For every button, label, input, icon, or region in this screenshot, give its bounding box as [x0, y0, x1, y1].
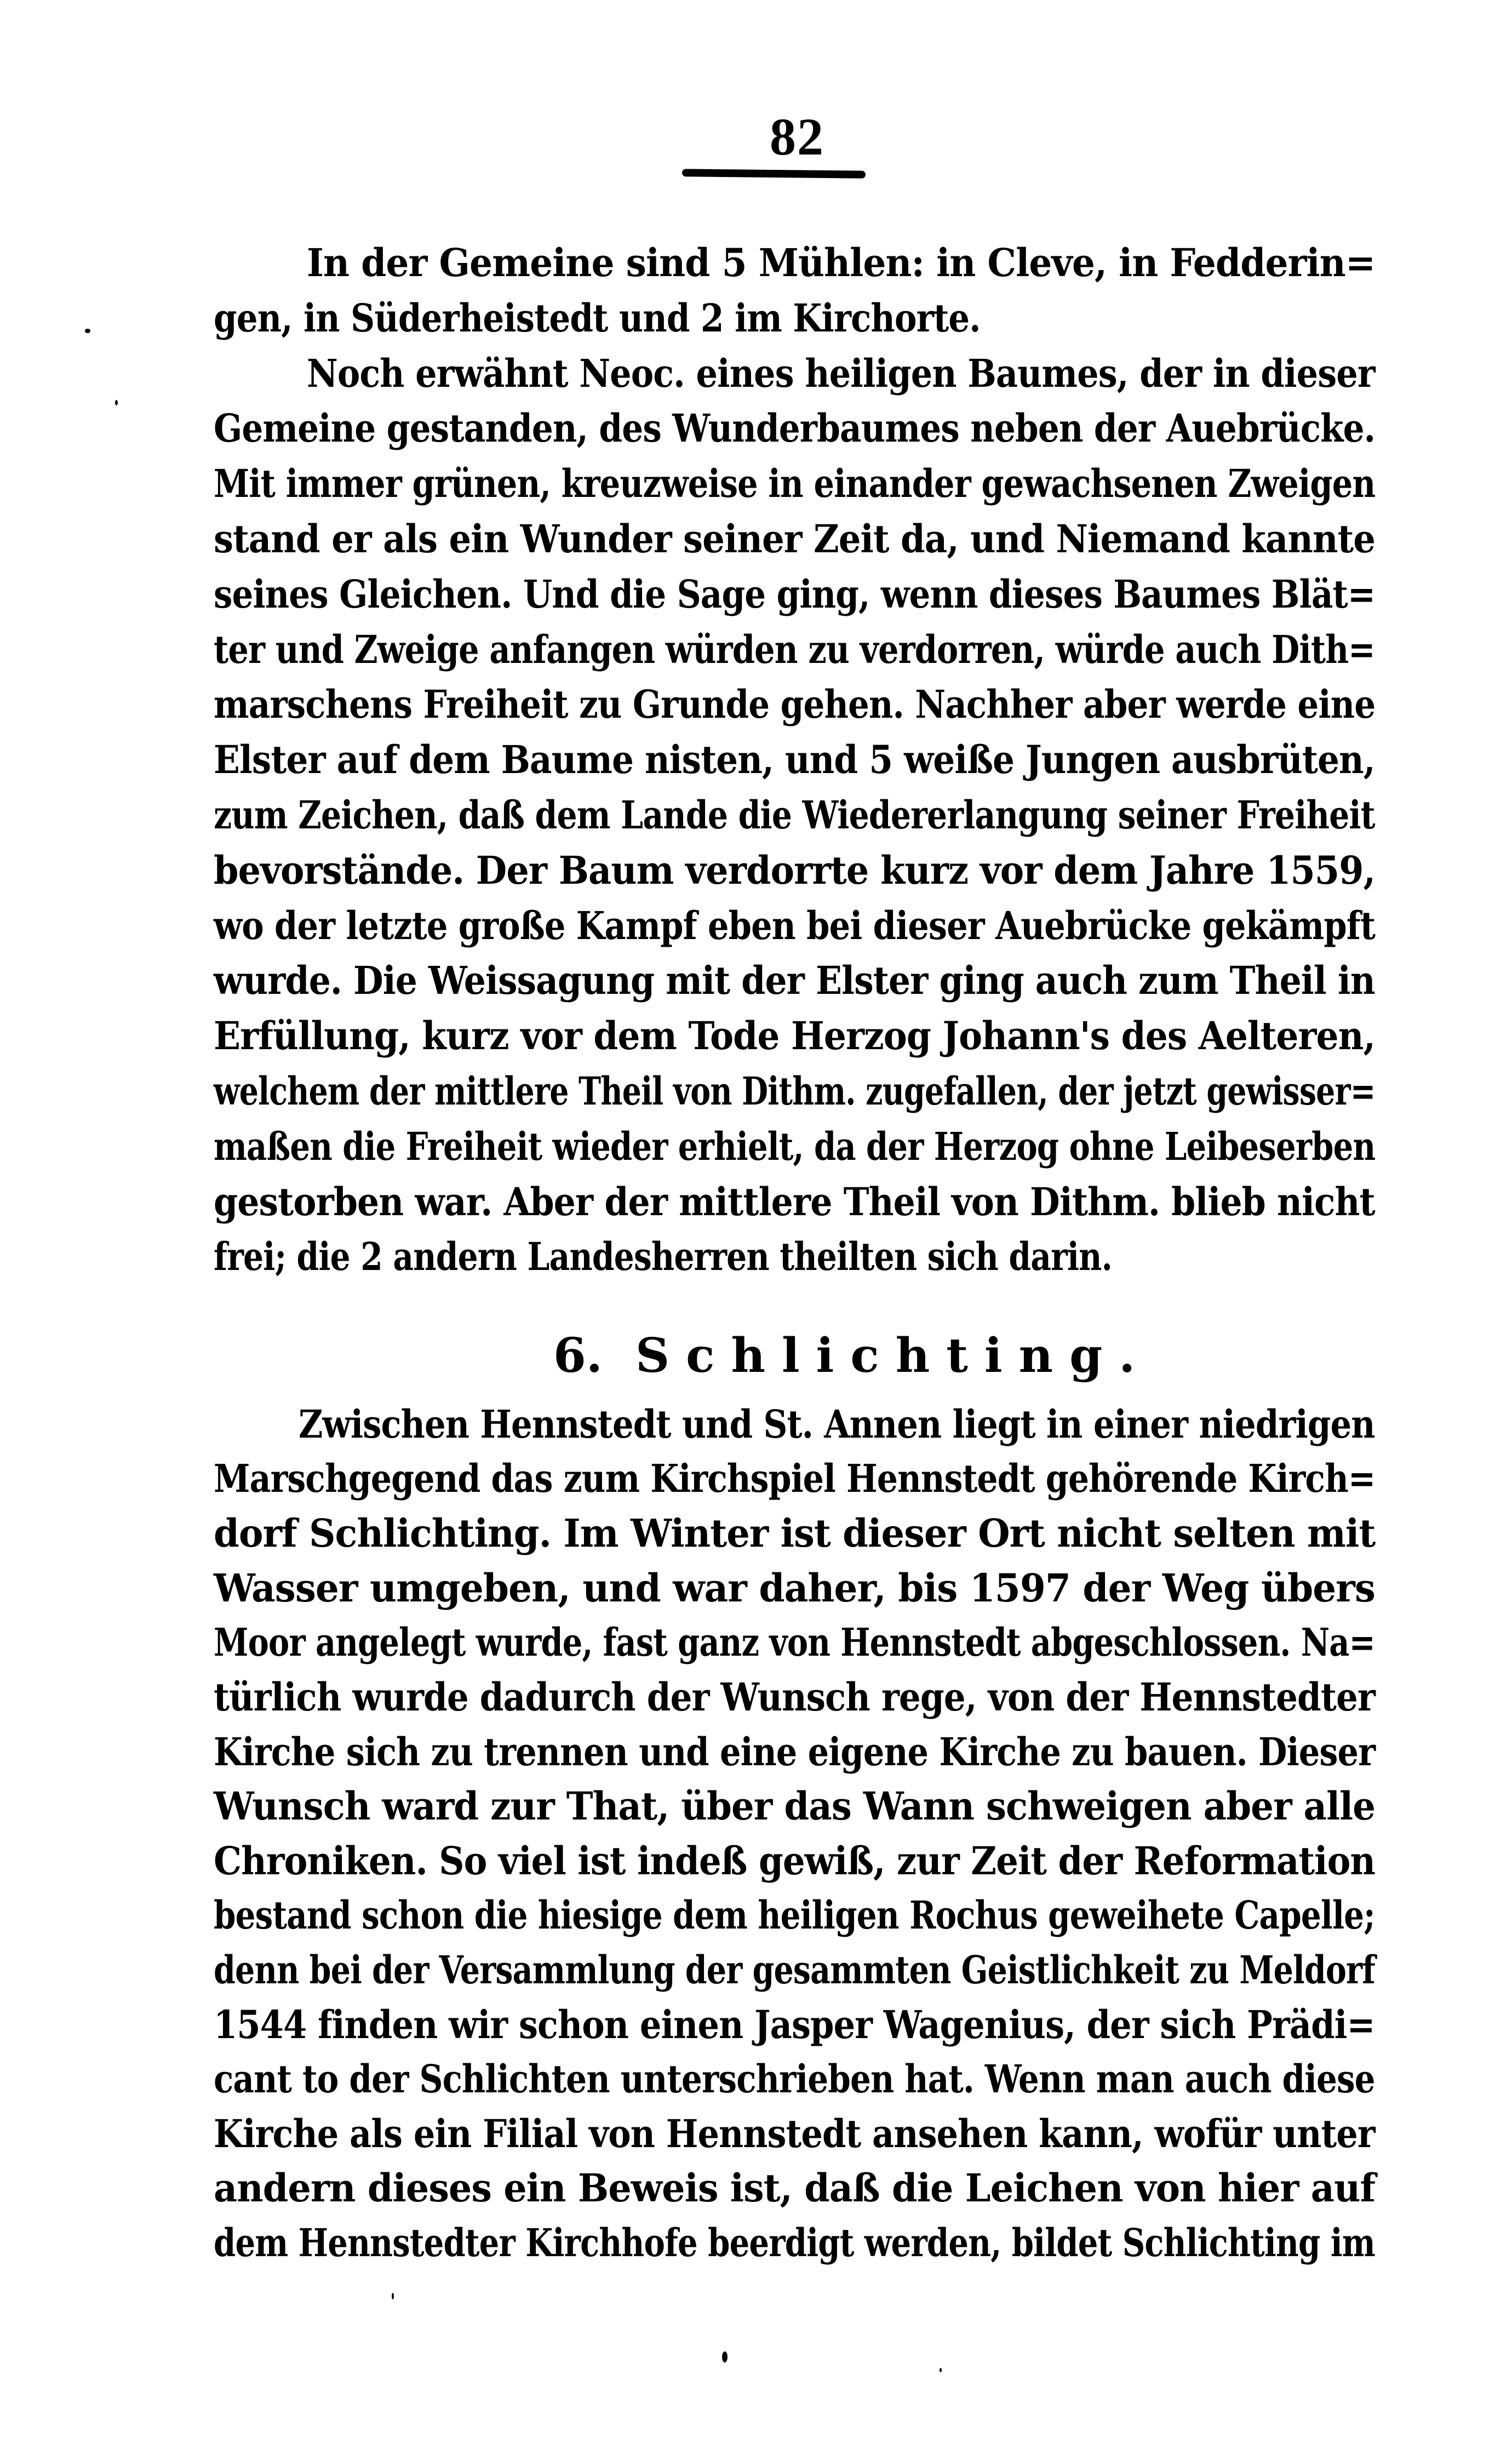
text-line: Gemeine gestanden, des Wunderbaumes neben der Auebrücke.	[214, 405, 1376, 451]
text-line: Kirche als ein Filial von Hennstedt ansehen kann, wofür unter	[214, 2111, 1375, 2156]
text-line: stand er als ein Wunder seiner Zeit da, und Niemand kannte	[214, 516, 1376, 562]
print-speck	[940, 2368, 942, 2372]
text-line: Wasser umgeben, und war daher, bis 1597 der Weg übers	[214, 1565, 1375, 1611]
text-line: Erfüllung, kurz vor dem Tode Herzog Johann's des Aelteren,	[214, 1013, 1376, 1058]
text-line: dorf Schlichting. Im Winter ist dieser Ort nicht selten mit	[214, 1510, 1376, 1556]
text-line: wo der letzte große Kampf eben bei dieser Auebrücke gekämpft	[214, 903, 1376, 948]
text-line: Marschgegend das zum Kirchspiel Hennstedt gehörende Kirch=	[214, 1456, 1376, 1501]
text-line: Elster auf dem Baume nisten, und 5 weiße Jungen ausbrüten,	[214, 737, 1375, 782]
text-line: In der Gemeine sind 5 Mühlen: in Cleve, in Fedderin=	[307, 240, 1376, 285]
text-line: Kirche sich zu trennen und eine eigene Kirche zu bauen. Dieser	[214, 1729, 1376, 1775]
text-line: welchem der mittlere Theil von Dithm. zugefallen, der jetzt gewisser=	[214, 1068, 1376, 1114]
section-heading	[553, 1326, 1152, 1386]
text-line: seines Gleichen. Und die Sage ging, wenn dieses Baumes Blät=	[214, 571, 1376, 617]
text-line: wurde. Die Weissagung mit der Elster ging auch zum Theil in	[214, 958, 1375, 1003]
text-line: andern dieses ein Beweis ist, daß die Leichen von hier auf	[214, 2165, 1376, 2211]
text-line: ter und Zweige anfangen würden zu verdorren, würde auch Dith=	[214, 627, 1375, 672]
text-line: marschens Freiheit zu Grunde gehen. Nachher aber werde eine	[214, 682, 1376, 727]
header-rule	[682, 169, 866, 179]
print-speck	[722, 2351, 728, 2362]
text-line: bevorstände. Der Baum verdorrte kurz vor dem Jahre 1559,	[214, 848, 1376, 893]
text-line: Noch erwähnt Neoc. eines heiligen Baumes, der in dieser	[307, 351, 1375, 396]
text-line: bestand schon die hiesige dem heiligen Rochus geweihete Capelle;	[214, 1892, 1375, 1938]
text-line: zum Zeichen, daß dem Lande die Wiedererlangung seiner Freiheit	[214, 792, 1375, 838]
section-title: Schlichting.	[635, 1328, 1152, 1383]
page-number: 82	[770, 107, 824, 166]
print-speck	[115, 400, 118, 405]
print-speck	[392, 2293, 394, 2299]
text-line: Moor angelegt wurde, fast ganz von Hennstedt abgeschlossen. Na=	[214, 1620, 1375, 1665]
text-line: türlich wurde dadurch der Wunsch rege, von der Hennstedter	[214, 1674, 1375, 1720]
text-line: denn bei der Versammlung der gesammten Geistlichkeit zu Meldorf	[214, 1947, 1375, 1993]
text-line: cant to der Schlichten unterschrieben hat. Wenn man auch diese	[214, 2056, 1375, 2102]
text-line: frei; die 2 andern Landesherren theilten sich darin.	[214, 1234, 1113, 1279]
section-number: 6.	[553, 1328, 603, 1383]
print-speck	[85, 329, 90, 333]
text-line: gestorben war. Aber der mittlere Theil von Dithm. blieb nicht	[214, 1179, 1375, 1224]
text-line: Wunsch ward zur That, über das Wann schweigen aber alle	[214, 1783, 1375, 1829]
text-line: gen, in Süderheistedt und 2 im Kirchorte.	[214, 295, 981, 341]
text-line: Mit immer grünen, kreuzweise in einander gewachsenen Zweigen	[214, 461, 1376, 506]
text-line: Chroniken. So viel ist indeß gewiß, zur Zeit der Reformation	[214, 1838, 1376, 1884]
text-line: dem Hennstedter Kirchhofe beerdigt werden, bildet Schlichting im	[214, 2220, 1375, 2265]
text-line: 1544 finden wir schon einen Jasper Wagenius, der sich Prädi=	[214, 2002, 1375, 2047]
text-line: maßen die Freiheit wieder erhielt, da der Herzog ohne Leibeserben	[214, 1124, 1376, 1169]
text-line: Zwischen Hennstedt und St. Annen liegt in einer niedrigen	[299, 1401, 1375, 1447]
